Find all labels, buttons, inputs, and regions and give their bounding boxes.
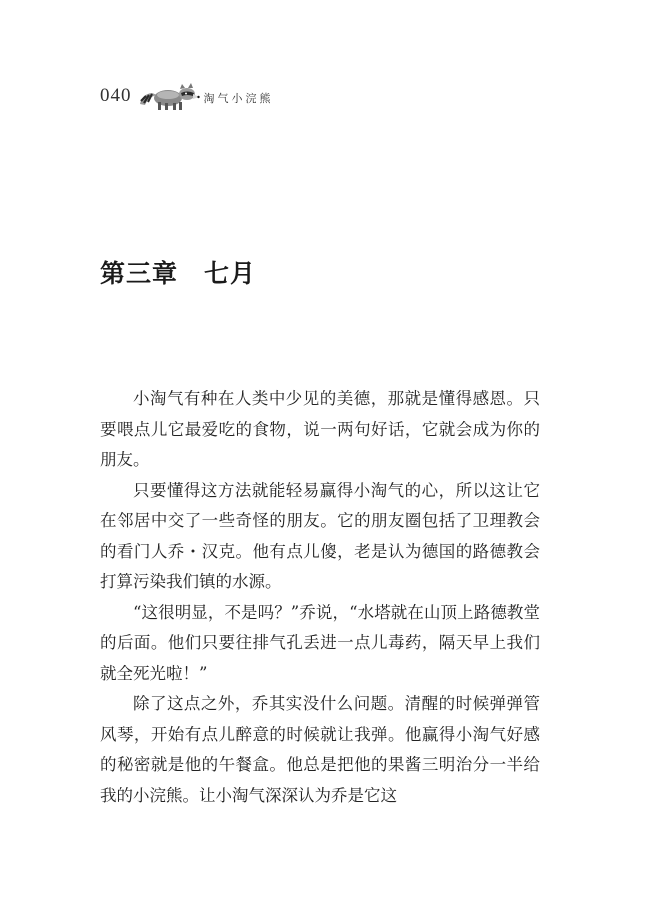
page-number: 040 — [100, 85, 132, 106]
raccoon-icon — [138, 80, 200, 112]
book-title: 淘气小浣熊 — [203, 92, 274, 105]
chapter-title: 第三章 七月 — [100, 259, 257, 288]
paragraph: 小淘气有种在人类中少见的美德，那就是懂得感恩。只要喂点儿它最爱吃的食物，说一两句好话，它就会成为你的朋友。 — [100, 389, 540, 469]
paragraph: “这很明显，不是吗？”乔说，“水塔就在山顶上路德教堂的后面。他们只要往排气孔丢进一点儿毒药，隔天早上我们就全死光啦！” — [100, 602, 540, 683]
paragraph: 只要懂得这方法就能轻易赢得小淘气的心，所以这让它在邻居中交了一些奇怪的朋友。它的朋友圈包括了卫理教会的看门人乔・汉克。他有点儿傻，老是认为德国的路德教会打算污染我们镇的水源。 — [100, 480, 540, 591]
body-text — [100, 384, 540, 811]
paragraph: 除了这点之外，乔其实没什么问题。清醒的时候弹弹管风琴，开始有点儿醉意的时候就让我弹。他赢得小淘气好感的秘密就是他的午餐盒。他总是把他的果酱三明治分一半给我的小浣熊。让小淘气深深认为乔是它这 — [100, 694, 540, 805]
running-header — [100, 78, 274, 114]
